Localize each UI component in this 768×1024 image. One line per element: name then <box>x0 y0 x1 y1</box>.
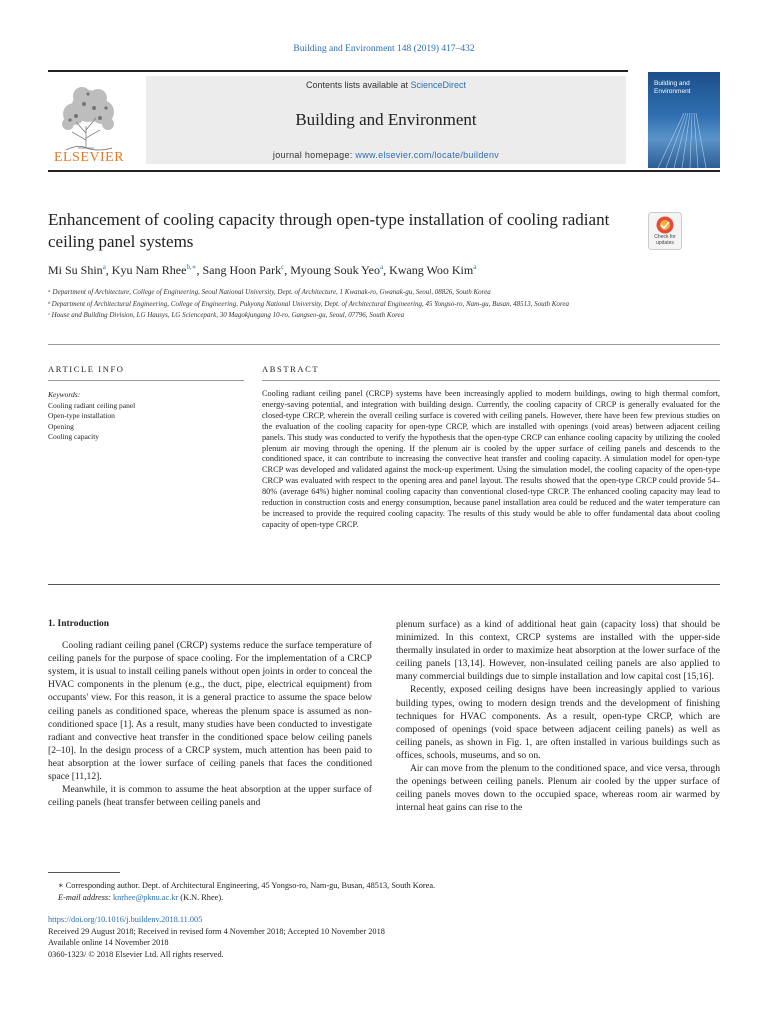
author-affil-marker[interactable]: a <box>473 263 477 271</box>
available-online: Available online 14 November 2018 <box>48 938 169 948</box>
sciencedirect-link[interactable]: ScienceDirect <box>410 80 467 90</box>
body-paragraph: plenum surface) as a kind of additional heat gain (capacity loss) that should be minimized. In this context, CRCP systems are installed with the upper-side thermally insulated in order to maximize heat absorption at the lower surface of the ceiling panels [13,14]. However, non-insulated ceiling panels are also applied to many commercial buildings due to simple installation and low capital cost [15,16]. <box>396 619 720 683</box>
body-paragraph: Meanwhile, it is common to assume the heat absorption at the upper surface of ceiling panels (heat transfer between ceiling panels and <box>48 784 372 809</box>
keywords-label: Keywords: <box>48 390 81 399</box>
elsevier-wordmark: ELSEVIER <box>53 150 125 165</box>
doi-link[interactable]: https://doi.org/10.1016/j.buildenv.2018.11.005 <box>48 915 203 924</box>
abstract-heading: ABSTRACT <box>262 364 320 374</box>
abstract-text: Cooling radiant ceiling panel (CRCP) systems have been increasingly applied to modern buildings, owing to high thermal comfort, energy-saving potential, and integration with building design. Currently, the cooling capacity of CRCP is generally evaluated for the closed-type CRCP, wherein the overall ceiling surface is covered with ceiling panels. However, there have been few previous studies on the evaluation of the cooling capacity for open-type CRCP, which are installed with openings (void areas) between adjacent ceiling panels. This study was conducted to verify the hypothesis that the open-type CRCP can enhance cooling capacity by utilizing the cooled plenum air moving through the opening. If the plenum air is cooled by the upper surface of ceiling panels and descends to the conditioned space, it can contribute to increasing the convective heat transfer and cooling capacity. A simulation model for open-type CRCP was developed and validated against the mock-up experiment. Using the simulation model, the cooling capacity of the open-type CRCP was evaluated with respect to the opening area and panel layout. The results showed that the open-type CRCP could provide 54–80% (average 64%) higher nominal cooling capacity than conventional closed-type CRCP. The enhanced cooling capacity may lead to reduction in construction costs and energy consumption, because panel installation area could be reduced and the water temperature can be increased to provide the required cooling capacity. The results of this study would be able to offer fundamental data about cooling capacity of open-type CRCP. <box>262 389 720 529</box>
affiliation-item: ᵇ Department of Architectural Engineering, College of Engineering, Pukyong National University, Dept. of Architectural Engineering, 45 Yongso-ro, Nam-gu, Busan, 48513, South Korea <box>48 299 569 308</box>
homepage-link[interactable]: www.elsevier.com/locate/buildenv <box>355 150 500 160</box>
keyword-item: Opening <box>48 421 74 431</box>
article-title: Enhancement of cooling capacity through open-type installation of cooling radiant ceiling panel systems <box>48 210 610 251</box>
author-name[interactable]: Kyu Nam Rhee <box>111 263 187 277</box>
received-dates: Received 29 August 2018; Received in revised form 4 November 2018; Accepted 10 November 2018 <box>48 926 385 936</box>
author-affil-marker[interactable]: a <box>379 263 384 271</box>
body-column-right <box>396 618 720 814</box>
keywords-block <box>48 390 244 443</box>
separator-rule <box>48 584 720 585</box>
cover-building-graphic <box>648 113 720 168</box>
journal-reference[interactable]: Building and Environment 148 (2019) 417–432 <box>293 44 475 54</box>
author-name[interactable]: Sang Hoon Park <box>202 263 282 277</box>
body-column-left <box>48 618 372 809</box>
journal-cover-image[interactable] <box>648 72 720 168</box>
affiliation-item: ᵃ Department of Architecture, College of Engineering, Seoul National University, Dept. of Architecture, 1 Kwanak-ro, Gwanak-gu, Seoul, 08826, South Korea <box>48 288 491 296</box>
keyword-item: Cooling capacity <box>48 432 100 441</box>
article-info-rule <box>48 380 244 381</box>
homepage-prefix: journal homepage: <box>272 150 356 160</box>
keyword-item: Cooling radiant ceiling panel <box>48 400 136 410</box>
author-name[interactable]: Myoung Souk Yeo <box>290 263 380 277</box>
author-affil-marker[interactable]: b,∗ <box>186 263 197 271</box>
email-line <box>48 892 720 904</box>
footnotes <box>48 880 720 904</box>
contents-line <box>146 80 626 90</box>
body-paragraph: Recently, exposed ceiling designs have been increasingly applied to various building types, owing to modern design trends and the development of finishing techniques for HVAC components. As a result, open-type CRCP, which are composed of openings (void space between adjacent ceiling panels) as well as ceiling panels, as shown in Fig. 1, are often installed in various buildings such as offices, schools, museums, and so on. <box>396 684 720 761</box>
email-label: E-mail address: <box>58 893 113 902</box>
check-for-updates-label[interactable]: Check for updates <box>654 234 676 246</box>
abstract-rule <box>262 380 720 381</box>
journal-title: Building and Environment <box>295 110 477 129</box>
author-affil-marker[interactable]: a <box>102 263 106 271</box>
author-name[interactable]: Kwang Woo Kim <box>389 263 474 277</box>
body-paragraph: Cooling radiant ceiling panel (CRCP) systems reduce the surface temperature of ceiling panels for the purpose of space cooling. For the implementation of a CRCP system, it is usual to install ceiling panels without open joints in order to conceal the HVAC components in the plenum (e.g., the duct, pipe, electrical equipment) from occupants' view. For this reason, it is a general practice to assume the space below ceiling panels as conditioned space, whereas the plenum space is assumed as non-conditioned space [1]. As a result, many studies have been conducted to investigate radiant and convective heat transfer in the conditioned space below ceiling panels [2–10]. In the design process of a CRCP system, much attention has been paid to heat absorption at the lower surface of ceiling panels that faces the conditioned space [11,12]. <box>48 640 372 783</box>
body-paragraph: Air can move from the plenum to the conditioned space, and vice versa, through the openings between ceiling panels. Plenum air cooled by the upper surface of ceiling panels moves down to the occupied space, whereas room air warmed by internal heat gains can rise to the <box>396 763 720 814</box>
email-suffix: (K.N. Rhee). <box>178 893 224 902</box>
publication-metadata <box>48 914 720 960</box>
cover-title: Building and Environment <box>654 80 691 95</box>
author-affil-marker[interactable]: c <box>281 263 285 271</box>
header-rule-bottom <box>48 170 720 172</box>
author-list: Mi Su Shin$^a$, Kyu Nam Rhee$^{b,∗}$, Sang Hoon Park$^c$, Myoung Souk Yeo$^a$, Kwang Woo Kim$^a$ <box>48 263 477 277</box>
contents-prefix: Contents lists available at <box>305 80 411 90</box>
affiliation-item: ᶜ House and Building Division, LG Hausys, LG Sciencepark, 30 Magokjungang 10-ro, Gangseo-gu, Seoul, 07796, South Korea <box>48 311 405 319</box>
email-link[interactable]: knrhee@pknu.ac.kr <box>113 893 179 902</box>
section-heading: 1. Introduction <box>48 619 110 629</box>
author-name[interactable]: Mi Su Shin <box>48 263 103 277</box>
keyword-item: Open-type installation <box>48 411 115 420</box>
separator-rule <box>48 344 720 345</box>
affiliations <box>48 287 648 322</box>
footnote-rule <box>48 872 120 873</box>
homepage-line <box>146 150 626 160</box>
header-rule-top <box>48 70 628 72</box>
article-info-heading: ARTICLE INFO <box>48 364 125 374</box>
corresponding-author-note: ∗ Corresponding author. Dept. of Architectural Engineering, 45 Yongso-ro, Nam-gu, Busan, 48513, South Korea. <box>58 881 436 890</box>
copyright-line: 0360-1323/ © 2018 Elsevier Ltd. All rights reserved. <box>48 949 224 959</box>
